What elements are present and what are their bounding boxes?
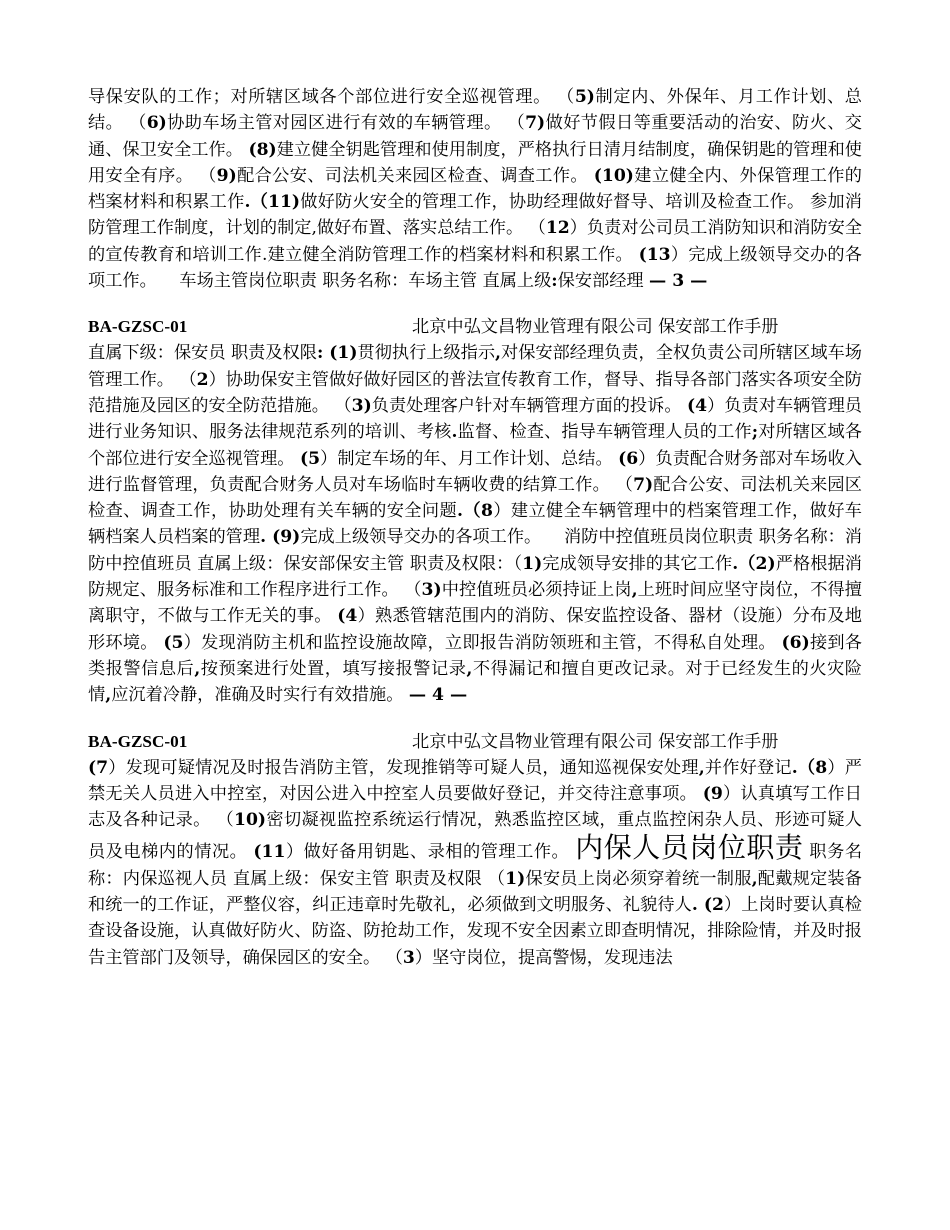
- text: 对保安部经理负责，全权负责公司所辖区域车场管理工作。 （: [88, 343, 862, 390]
- punct: ,: [194, 658, 201, 679]
- item-number: .（8: [457, 501, 493, 522]
- text: 完成领导安排的其它工作: [542, 553, 733, 574]
- item-number: 12: [545, 218, 570, 239]
- text: ）完成上级领导交办的各项工作。 车场主管岗位职责 职务名称：车场主管 直属上级: [88, 244, 862, 292]
- item-number: (5: [300, 448, 321, 469]
- text: 密切凝视监控系统运行情况，熟悉监控区域，重点监控闲杂人员、形迹可疑人员及电梯内的情况。: [88, 810, 862, 863]
- section-title: 内保人员岗位职责: [575, 831, 804, 865]
- text: 做好防火安全的管理工作，协助经理做好督导、培训及检查工作。 参加消防管理工作制度，计划的制定,做好布置、落实总结工作。 （: [88, 192, 862, 239]
- text: 中控值班员必须持证上岗: [441, 580, 632, 601]
- punct: ,: [105, 685, 112, 706]
- item-number: 7): [525, 113, 546, 134]
- item-number: 1): [522, 553, 543, 574]
- text: 直属下级：保安员 职责及权限: [88, 343, 317, 364]
- text: 严格根据消防规定、服务标准和工作程序进行工作。 （: [88, 553, 862, 601]
- punct: ;: [751, 422, 759, 443]
- text: 按预案进行处置，填写接报警记录: [200, 658, 467, 679]
- page-number: — 4 —: [408, 685, 468, 706]
- punct: ,: [631, 580, 638, 601]
- text: 应沉着冷静，准确及时实行有效措施。: [111, 685, 409, 706]
- item-number: (13: [638, 244, 671, 265]
- text: ）制定车场的年、月工作计划、总结。: [320, 448, 619, 469]
- item-number: (9: [702, 783, 723, 804]
- text: ）坚守岗位，提高警惕，发现违法: [414, 947, 673, 968]
- page-number: — 3 —: [649, 271, 708, 292]
- punct: .: [451, 422, 458, 443]
- text: 建立健全钥匙管理和使用制度，严格执行日清月结制度，确保钥匙的管理和使用安全有序。 （: [88, 139, 862, 186]
- text: 建立健全内、外保管理工作的档案材料和积累工作: [88, 165, 862, 213]
- text: 上班时间应坚守岗位，不得擅离职守，不做与工作无关的事。: [88, 580, 862, 627]
- text: 贯彻执行上级指示: [357, 343, 496, 364]
- punct: ,: [495, 343, 502, 364]
- item-number: 10): [234, 810, 267, 831]
- text: 对所辖区域各个部位进行安全巡视管理。: [88, 422, 862, 469]
- text: 完成上级领导交办的各项工作。 消防中控值班员岗位职责 职务名称：消防中控值班员 直属上级：保安部保安主管 职责及权限：（: [88, 527, 862, 574]
- text: ）负责配合财务部对车场收入进行监督管理，负责配合财务人员对车场临时车辆收费的结算工作。 （: [88, 448, 862, 495]
- text: ）做好备用钥匙、录相的管理工作。: [285, 842, 576, 863]
- text: 监督、检查、指导车辆管理人员的工作: [457, 422, 752, 443]
- item-number: (4: [337, 606, 358, 627]
- punct: ,: [698, 757, 705, 778]
- punct: :: [551, 271, 558, 292]
- text: 保安员上岗必须穿着统一制服: [525, 868, 752, 889]
- company-title: 北京中弘文昌物业管理有限公司 保安部工作手册: [412, 317, 779, 338]
- text: 做好节假日等重要活动的治安、防火、交通、保卫安全工作。: [88, 113, 862, 160]
- text: 导保安队的工作；对所辖区域各个部位进行安全巡视管理。 （: [88, 87, 575, 107]
- text: ）熟悉管辖范围内的消防、保安监控设备、器材（设施）分布及地形环境。: [88, 606, 862, 653]
- item-number: 5): [574, 87, 595, 107]
- text: ）严禁无关人员进入中控室，对因公进入中控室人员要做好登记，并交待注意事项。: [88, 757, 862, 804]
- running-header: [88, 729, 862, 755]
- document-page: [88, 84, 862, 971]
- text: ）上岗时要认真检查设备设施，认真做好防火、防盗、防抢劫工作，发现不安全因素立即查明情况，排除险情，并及时报告主管部门及领导，确保园区的安全。 （: [88, 895, 862, 968]
- document-code: BA-GZSC-01: [88, 731, 188, 751]
- paragraph-3: [88, 755, 862, 971]
- text: 接到各类报警信息后: [88, 632, 862, 679]
- text: 负责处理客户针对车辆管理方面的投诉。: [371, 395, 688, 416]
- paragraph-1: [88, 84, 862, 294]
- punct: ,: [466, 658, 473, 679]
- punct: ,: [751, 868, 758, 889]
- item-number: 2: [196, 369, 209, 390]
- item-number: (5: [163, 632, 184, 653]
- item-number: 1): [505, 868, 526, 889]
- text: 职务名称：内保巡视人员 直属上级：保安主管 职责及权限 （: [88, 842, 863, 889]
- text: ）发现消防主机和监控设施故障，立即报告消防领班和主管，不得私自处理。: [183, 632, 782, 653]
- item-number: 3): [421, 580, 442, 601]
- item-number: . (9): [260, 527, 301, 548]
- item-number: . (2: [691, 895, 724, 916]
- item-number: (6: [618, 448, 639, 469]
- text: 保安部经理: [557, 271, 650, 292]
- item-number: (11: [253, 842, 286, 863]
- item-number: 3): [351, 395, 372, 416]
- text: 并作好登记: [704, 757, 792, 778]
- item-number: (7: [88, 757, 109, 778]
- text: ）建立健全车辆管理中的档案管理工作，做好车辆档案人员档案的管理: [88, 501, 862, 548]
- item-number: 3: [402, 947, 415, 968]
- item-number: : (1): [316, 343, 358, 364]
- item-number: (6): [781, 632, 810, 653]
- item-number: (10): [593, 165, 634, 186]
- company-title: 北京中弘文昌物业管理有限公司 保安部工作手册: [412, 731, 779, 752]
- running-header: [88, 314, 862, 340]
- item-number: 6): [146, 113, 167, 134]
- text: 配合公安、司法机关来园区检查、调查工作。: [236, 165, 594, 186]
- document-code: BA-GZSC-01: [88, 317, 188, 337]
- text: 协助车场主管对园区进行有效的车辆管理。 （: [166, 113, 526, 134]
- item-number: (4: [687, 395, 708, 416]
- item-number: .（11): [244, 192, 301, 213]
- paragraph-2: [88, 340, 862, 708]
- text: ）协助保安主管做好做好园区的普法宣传教育工作，督导、指导各部门落实各项安全防范措施及园区的安全防范措施。 （: [88, 369, 862, 416]
- item-number: .（8: [791, 757, 828, 778]
- text: ）负责对公司员工消防知识和消防安全的宣传教育和培训工作.建立健全消防管理工作的档案材料和积累工作。: [88, 218, 862, 265]
- text: 制定内、外保年、月工作计划、总结。 （: [88, 87, 862, 134]
- item-number: .（2): [732, 553, 776, 574]
- text: 配戴规定装备和统一的工作证，严整仪容，纠正违章时先敬礼，必须做到文明服务、礼貌待人: [88, 868, 862, 916]
- text: 不得漏记和擅自更改记录。对于已经发生的火灾险情: [88, 658, 862, 706]
- text: ）负责对车辆管理员进行业务知识、服务法律规范系列的培训、考核: [88, 395, 862, 443]
- item-number: (8): [248, 139, 277, 160]
- text: ）发现可疑情况及时报告消防主管，发现推销等可疑人员，通知巡视保安处理: [108, 757, 699, 778]
- text: 配合公安、司法机关来园区检查、调查工作，协助处理有关车辆的安全问题: [88, 474, 862, 522]
- item-number: 7): [633, 474, 654, 495]
- item-number: 9): [216, 165, 237, 186]
- text: ）认真填写工作日志及各种记录。 （: [88, 783, 862, 831]
